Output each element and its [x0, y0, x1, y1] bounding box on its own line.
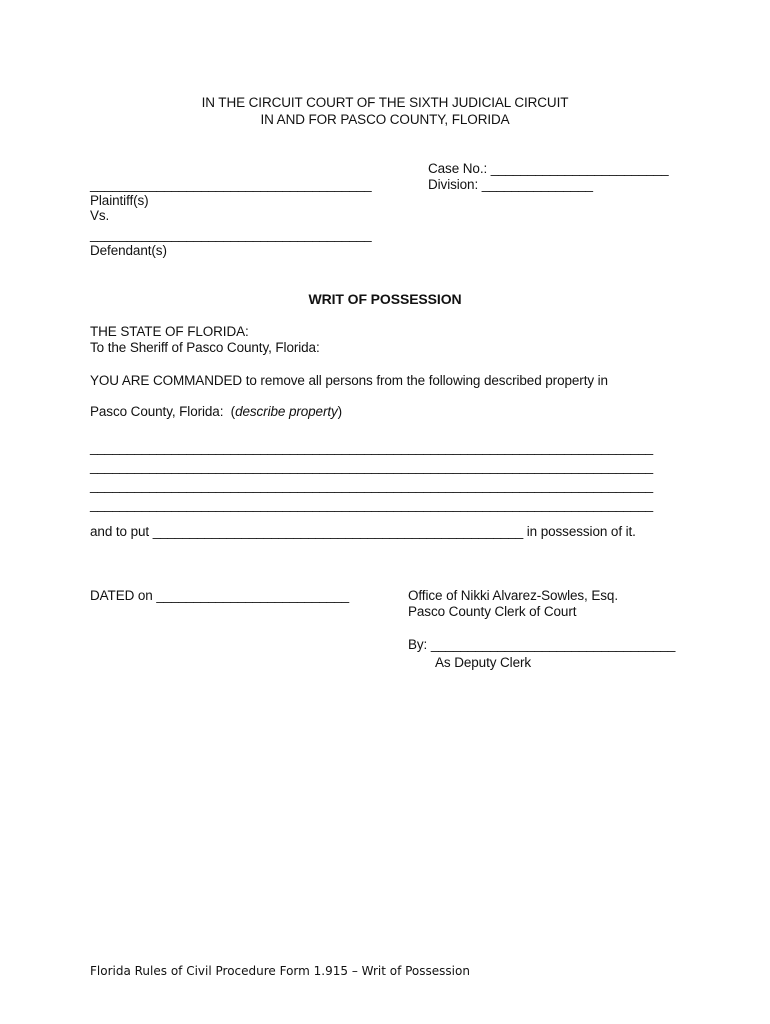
property-description-line-2[interactable]: ____________________________________________________________________________: [90, 459, 654, 474]
command-text: YOU ARE COMMANDED to remove all persons from the following described property in: [90, 373, 608, 388]
put-prefix: and to put: [90, 524, 153, 539]
possessor-name-field[interactable]: __________________________________________________: [152, 524, 524, 539]
division-field[interactable]: Division: _______________: [428, 177, 593, 192]
plaintiff-line[interactable]: ______________________________________: [90, 177, 372, 192]
defendant-label: Defendant(s): [90, 243, 167, 258]
county-suffix: ): [337, 404, 343, 419]
document-title: WRIT OF POSSESSION: [308, 291, 462, 307]
versus-label: Vs.: [90, 208, 110, 223]
dated-field[interactable]: DATED on __________________________: [90, 588, 349, 603]
put-suffix: in possession of it.: [523, 524, 636, 539]
clerk-office: Office of Nikki Alvarez-Sowles, Esq.: [408, 588, 618, 603]
defendant-line[interactable]: ______________________________________: [90, 227, 372, 242]
court-header-line-2: IN AND FOR PASCO COUNTY, FLORIDA: [260, 112, 510, 127]
possession-text: [90, 524, 636, 540]
clerk-title: Pasco County Clerk of Court: [408, 604, 577, 619]
case-number-field[interactable]: Case No.: ________________________: [428, 161, 669, 176]
sheriff-address: To the Sheriff of Pasco County, Florida:: [90, 340, 320, 355]
property-description-line-3[interactable]: ____________________________________________________________________________: [90, 478, 654, 493]
deputy-signature-field[interactable]: By: _________________________________: [408, 637, 676, 652]
describe-property-hint: describe property: [235, 404, 338, 419]
deputy-clerk-label: As Deputy Clerk: [435, 655, 532, 670]
plaintiff-label: Plaintiff(s): [90, 193, 149, 208]
county-prefix: Pasco County, Florida: (: [90, 404, 236, 419]
property-description-line-4[interactable]: ____________________________________________________________________________: [90, 497, 654, 512]
form-footer: Florida Rules of Civil Procedure Form 1.915 – Writ of Possession: [90, 964, 470, 978]
court-header-line-1: IN THE CIRCUIT COURT OF THE SIXTH JUDICIAL CIRCUIT: [201, 95, 569, 110]
state-heading: THE STATE OF FLORIDA:: [90, 324, 249, 339]
property-location-text: [90, 404, 342, 420]
property-description-line-1[interactable]: ____________________________________________________________________________: [90, 440, 654, 455]
